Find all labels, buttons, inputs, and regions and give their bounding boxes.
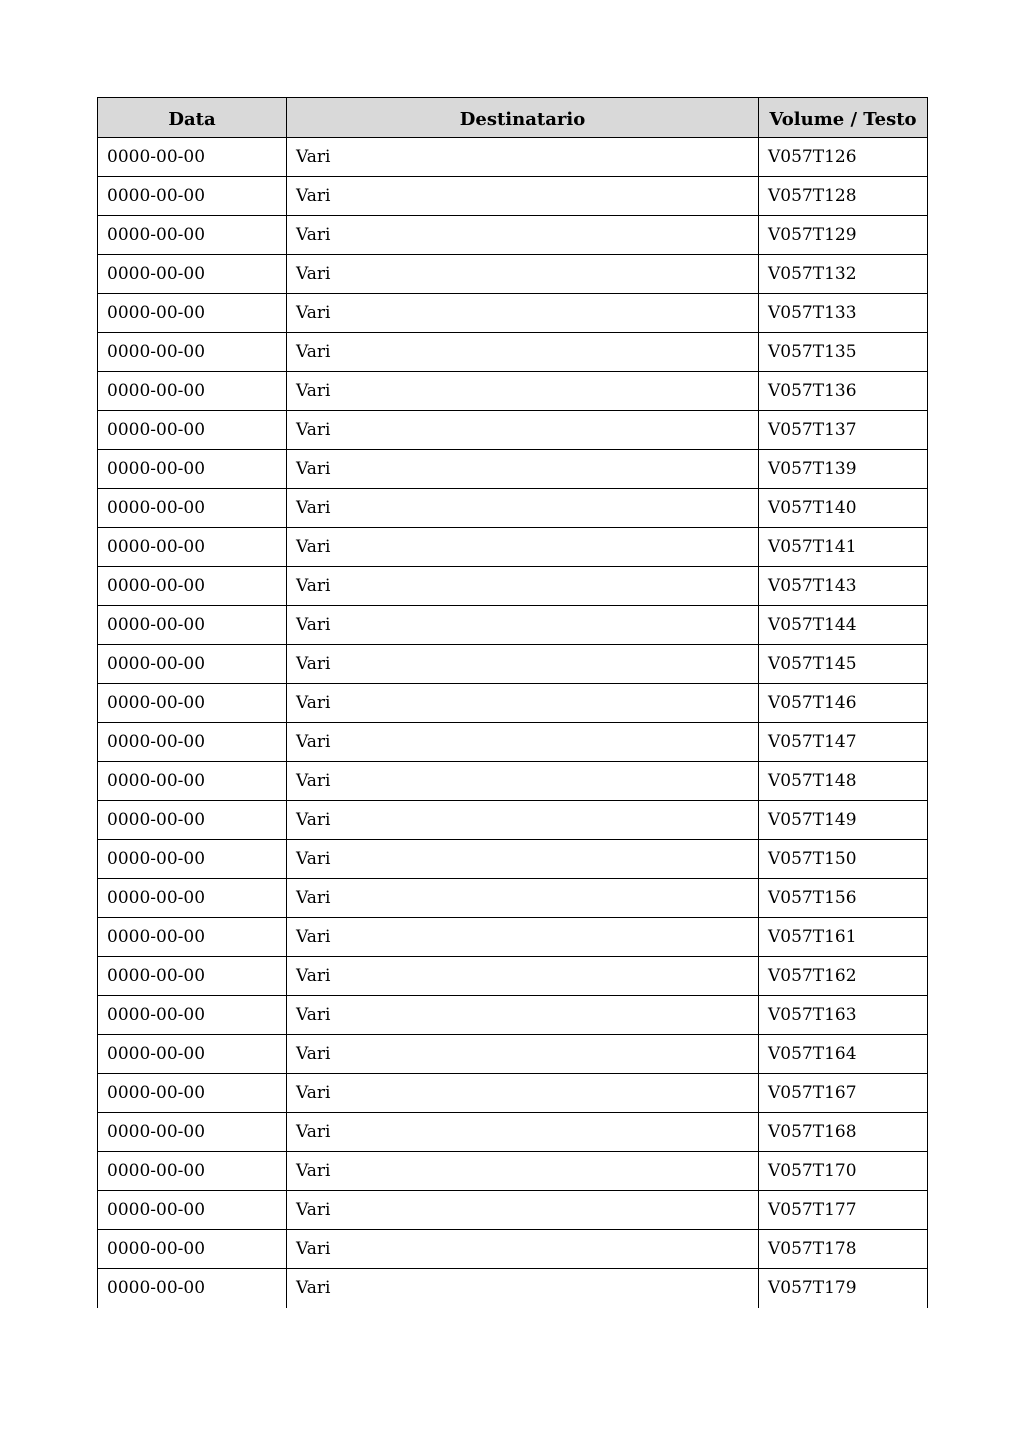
cell-volume: V057T144 bbox=[759, 606, 928, 645]
cell-destinatario: Vari bbox=[287, 996, 759, 1035]
cell-destinatario: Vari bbox=[287, 1191, 759, 1230]
cell-volume: V057T178 bbox=[759, 1230, 928, 1269]
table-row bbox=[98, 216, 928, 255]
table-body bbox=[98, 138, 928, 1308]
table-row bbox=[98, 645, 928, 684]
cell-destinatario: Vari bbox=[287, 1074, 759, 1113]
cell-data: 0000-00-00 bbox=[98, 294, 287, 333]
cell-data: 0000-00-00 bbox=[98, 1230, 287, 1269]
cell-volume: V057T129 bbox=[759, 216, 928, 255]
cell-volume: V057T164 bbox=[759, 1035, 928, 1074]
cell-destinatario: Vari bbox=[287, 840, 759, 879]
cell-destinatario: Vari bbox=[287, 606, 759, 645]
cell-data: 0000-00-00 bbox=[98, 1269, 287, 1308]
cell-data: 0000-00-00 bbox=[98, 996, 287, 1035]
cell-destinatario: Vari bbox=[287, 489, 759, 528]
cell-volume: V057T150 bbox=[759, 840, 928, 879]
table-row bbox=[98, 801, 928, 840]
cell-destinatario: Vari bbox=[287, 1113, 759, 1152]
cell-destinatario: Vari bbox=[287, 372, 759, 411]
cell-data: 0000-00-00 bbox=[98, 528, 287, 567]
cell-data: 0000-00-00 bbox=[98, 684, 287, 723]
table-row bbox=[98, 294, 928, 333]
table-row bbox=[98, 1230, 928, 1269]
cell-destinatario: Vari bbox=[287, 801, 759, 840]
cell-data: 0000-00-00 bbox=[98, 606, 287, 645]
cell-volume: V057T139 bbox=[759, 450, 928, 489]
cell-volume: V057T132 bbox=[759, 255, 928, 294]
cell-data: 0000-00-00 bbox=[98, 1191, 287, 1230]
cell-destinatario: Vari bbox=[287, 918, 759, 957]
cell-volume: V057T149 bbox=[759, 801, 928, 840]
cell-destinatario: Vari bbox=[287, 177, 759, 216]
cell-volume: V057T179 bbox=[759, 1269, 928, 1308]
cell-destinatario: Vari bbox=[287, 1035, 759, 1074]
cell-data: 0000-00-00 bbox=[98, 177, 287, 216]
cell-destinatario: Vari bbox=[287, 1152, 759, 1191]
cell-volume: V057T128 bbox=[759, 177, 928, 216]
cell-destinatario: Vari bbox=[287, 723, 759, 762]
cell-volume: V057T167 bbox=[759, 1074, 928, 1113]
cell-volume: V057T140 bbox=[759, 489, 928, 528]
cell-destinatario: Vari bbox=[287, 879, 759, 918]
cell-volume: V057T126 bbox=[759, 138, 928, 177]
cell-data: 0000-00-00 bbox=[98, 489, 287, 528]
cell-destinatario: Vari bbox=[287, 957, 759, 996]
table-row bbox=[98, 996, 928, 1035]
cell-destinatario: Vari bbox=[287, 411, 759, 450]
cell-volume: V057T146 bbox=[759, 684, 928, 723]
cell-data: 0000-00-00 bbox=[98, 255, 287, 294]
cell-volume: V057T136 bbox=[759, 372, 928, 411]
cell-volume: V057T141 bbox=[759, 528, 928, 567]
column-header-destinatario: Destinatario bbox=[287, 98, 759, 138]
cell-data: 0000-00-00 bbox=[98, 1035, 287, 1074]
cell-destinatario: Vari bbox=[287, 567, 759, 606]
table-row bbox=[98, 567, 928, 606]
cell-data: 0000-00-00 bbox=[98, 1113, 287, 1152]
cell-volume: V057T168 bbox=[759, 1113, 928, 1152]
cell-volume: V057T161 bbox=[759, 918, 928, 957]
cell-data: 0000-00-00 bbox=[98, 840, 287, 879]
table-row bbox=[98, 762, 928, 801]
cell-volume: V057T143 bbox=[759, 567, 928, 606]
cell-data: 0000-00-00 bbox=[98, 138, 287, 177]
table-row bbox=[98, 372, 928, 411]
table-row bbox=[98, 138, 928, 177]
cell-data: 0000-00-00 bbox=[98, 567, 287, 606]
table-row bbox=[98, 255, 928, 294]
cell-destinatario: Vari bbox=[287, 1269, 759, 1308]
cell-volume: V057T163 bbox=[759, 996, 928, 1035]
cell-destinatario: Vari bbox=[287, 1230, 759, 1269]
table-row bbox=[98, 957, 928, 996]
table-row bbox=[98, 606, 928, 645]
column-header-volume: Volume / Testo bbox=[759, 98, 928, 138]
cell-destinatario: Vari bbox=[287, 216, 759, 255]
cell-volume: V057T156 bbox=[759, 879, 928, 918]
table-row bbox=[98, 411, 928, 450]
cell-destinatario: Vari bbox=[287, 762, 759, 801]
header-row bbox=[98, 98, 928, 138]
table-row bbox=[98, 1191, 928, 1230]
cell-destinatario: Vari bbox=[287, 528, 759, 567]
table-row bbox=[98, 879, 928, 918]
cell-destinatario: Vari bbox=[287, 138, 759, 177]
cell-data: 0000-00-00 bbox=[98, 333, 287, 372]
cell-data: 0000-00-00 bbox=[98, 1152, 287, 1191]
cell-destinatario: Vari bbox=[287, 255, 759, 294]
cell-data: 0000-00-00 bbox=[98, 957, 287, 996]
table-row bbox=[98, 450, 928, 489]
table-row bbox=[98, 684, 928, 723]
cell-data: 0000-00-00 bbox=[98, 450, 287, 489]
cell-volume: V057T148 bbox=[759, 762, 928, 801]
cell-data: 0000-00-00 bbox=[98, 645, 287, 684]
cell-data: 0000-00-00 bbox=[98, 1074, 287, 1113]
table-header bbox=[98, 98, 928, 138]
table-row bbox=[98, 840, 928, 879]
cell-volume: V057T177 bbox=[759, 1191, 928, 1230]
table-row bbox=[98, 918, 928, 957]
column-header-data: Data bbox=[98, 98, 287, 138]
cell-destinatario: Vari bbox=[287, 333, 759, 372]
cell-destinatario: Vari bbox=[287, 645, 759, 684]
cell-destinatario: Vari bbox=[287, 450, 759, 489]
letters-index-table bbox=[97, 97, 928, 1308]
cell-volume: V057T145 bbox=[759, 645, 928, 684]
table-row bbox=[98, 1035, 928, 1074]
cell-data: 0000-00-00 bbox=[98, 216, 287, 255]
cell-volume: V057T162 bbox=[759, 957, 928, 996]
cell-data: 0000-00-00 bbox=[98, 372, 287, 411]
cell-data: 0000-00-00 bbox=[98, 723, 287, 762]
cell-data: 0000-00-00 bbox=[98, 762, 287, 801]
cell-destinatario: Vari bbox=[287, 684, 759, 723]
table-row bbox=[98, 1074, 928, 1113]
table-row bbox=[98, 528, 928, 567]
cell-volume: V057T137 bbox=[759, 411, 928, 450]
cell-data: 0000-00-00 bbox=[98, 918, 287, 957]
table-row bbox=[98, 1269, 928, 1308]
cell-data: 0000-00-00 bbox=[98, 411, 287, 450]
cell-data: 0000-00-00 bbox=[98, 879, 287, 918]
table-row bbox=[98, 1152, 928, 1191]
cell-volume: V057T147 bbox=[759, 723, 928, 762]
cell-volume: V057T170 bbox=[759, 1152, 928, 1191]
table-row bbox=[98, 1113, 928, 1152]
table-row bbox=[98, 333, 928, 372]
table-row bbox=[98, 489, 928, 528]
cell-destinatario: Vari bbox=[287, 294, 759, 333]
cell-volume: V057T135 bbox=[759, 333, 928, 372]
cell-volume: V057T133 bbox=[759, 294, 928, 333]
table-row bbox=[98, 723, 928, 762]
cell-data: 0000-00-00 bbox=[98, 801, 287, 840]
table-row bbox=[98, 177, 928, 216]
